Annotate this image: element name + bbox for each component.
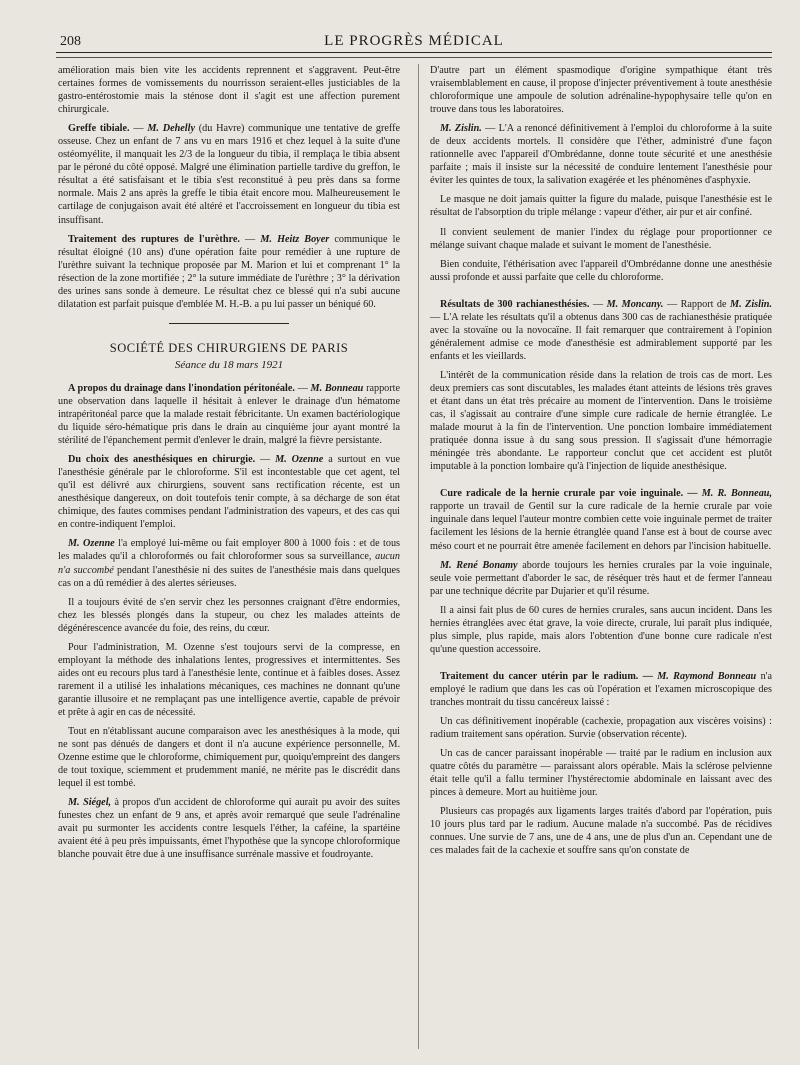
rachi-title: Résultats de 300 rachianesthésies. [440,298,590,310]
hernia-text: rapporte un travail de Gentil sur la cure radicale de la hernie crurale par voie inguinale dans lequel l'auteur montre combien cette voie inguinale permet de traiter facilement les lésions de la hernie étranglée quand l'anse est à bout de course avec méso court et ne pourrait être amenée facilement en dehors par l'incision habituelle. [430,501,772,552]
urethra-author: M. Heitz Boyer [260,233,330,245]
drainage-paragraph: A propos du drainage dans l'inondation péritonéale. — M. Bonneau rapporte une observation dans laquelle il hésitait à enlever le drainage d'un hématome intrapéritonéal parce que la malade restait fébricitante. Un examen bactériologique du liquide séro-hématique pris dans le drain au cinquième jour ayant montré la stérilité de l'épanchement permit d'enlever le drain, malgré la fièvre persistante. [58,382,401,447]
uterine-case1-paragraph: Un cas définitivement inopérable (cachexie, propagation aux viscères voisins) : radium traitement sans opération. Survie (observation récente). [430,716,772,741]
column-divider [418,64,419,1049]
anesthetics-paragraph: Du choix des anesthésiques en chirurgie. — M. Ozenne a surtout en vue l'anesthésie générale par le chloroforme. S'il est incontestable que cet agent, tel qu'il est délivré aux chirurgiens, souvent sans rectification récente, est un anesthésique dangereux, on doit toutefois tenir compte, à sa décharge de son état chimique, des fautes commises pendant l'administration des vapeurs, et des cas qui en contre-indiquent l'emploi. [58,454,401,531]
sympathetic-paragraph: D'autre part un élément spasmodique d'origine sympathique étant très vraisemblablement en cause, il propose d'injecter préventivement à toute anesthésie chloroformique une ampoule de solution adrénaline-hypophysaire telle qu'on en trouve dans tous les laboratoires. [430,65,772,116]
bonamy-paragraph [430,559,772,598]
spacer [430,290,772,298]
rachi-mid: — Rapport de [666,298,727,310]
page-header [56,32,772,53]
section-separator [169,323,289,324]
uterine-title: Traitement du cancer utérin par le radium. [440,670,639,682]
seance-date: Séance du 18 mars 1921 [174,358,284,371]
rachi-rapporteur: M. Zislin. [730,298,772,310]
bonamy-results-paragraph: Il a ainsi fait plus de 60 cures de hernies crurales, sans aucun incident. Dans les hernies étranglées avec état grave, la voie directe, crurale, lui paraît plus indiquée, plus simple, plus rapide, mais alors l'obtention d'une bonne cure radicale n'est qu'une question accessoire. [430,604,772,655]
ozenne-text: l'a employé lui-même ou fait employer 800 à 1000 fois : et de tous les malades qu'il a chloroformés ou fait chloroformer sous sa surveillance, [58,538,401,563]
uterine-case3-paragraph: Plusieurs cas propagés aux ligaments larges traités d'abord par l'opération, puis 10 jours plus tard par le radium. Aucune malade n'a succombé. Pas de récidives connues. Une survie de 7 ans, une de 4 ans, une de plus d'un an. Cependant une de ces malades fait de la cachexie et souffre sans qu'on constate de [430,806,772,857]
uterine-paragraph [430,670,772,709]
zislin-text: — L'A a renoncé définitivement à l'emploi du chloroforme à la suite de deux accidents mortels. Il considère que l'éther, administré d'une façon rationnelle avec l'appareil d'Ombrédanne, donne toute sécurité et une anesthésie parfaite ; mais il insiste sur la nécessité de conduire lentement l'anesthésie pour éviter les quintes de toux, la salivation exagérée et les phénomènes d'asphyxie. [430,123,773,187]
graft-title: Greffe tibiale. [68,123,130,135]
zislin-paragraph [430,122,772,187]
rachi-author: M. Moncany. [606,298,664,310]
zislin-ether-paragraph: Bien conduite, l'éthérisation avec l'appareil d'Ombrédanne donne une anesthésie aussi profonde et aussi parfaite que celle du chloroforme. [430,258,772,283]
drainage-title: A propos du drainage dans l'inondation péritonéale. [68,382,295,394]
graft-author: M. Dehelly [147,123,195,135]
ozenne-rest: pendant l'anesthésie ni des suites de l'anesthésie mais dans quelques cas on a dû remédier à des alertes sérieuses. [58,564,400,589]
ozenne-author: M. Ozenne [68,538,115,550]
hernia-title: Cure radicale de la hernie crurale par voie inguinale. [440,488,684,500]
siegel-paragraph [58,796,400,861]
spacer [430,479,772,487]
intro-paragraph: amélioration mais bien vite les accidents reprennent et s'aggravent. Peut-être certaines formes de vomissements du nourrisson seraient-elles justiciables de la gastro-entérostomie mais la sténose dont il s'agit est une affection purement chirurgicale. [58,65,400,116]
journal-title: LE PROGRÈS MÉDICAL [324,33,504,49]
urethra-title: Traitement des ruptures de l'urèthre. [68,233,240,245]
hernia-paragraph [430,487,772,552]
ozenne-paragraph [58,537,400,589]
zislin-author: M. Zislin. [440,123,482,135]
spacer [430,662,772,670]
right-column [430,64,772,863]
uterine-case2-paragraph: Un cas de cancer paraissant inopérable — traité par le radium en inclusion aux quatre côtés du paramètre — paraissant alors opérable. Mais la sclérose pelvienne était telle qu'il a fallu terminer l'hystérectomie abdominale en laissant avec des pinces à demeure. Mort au huitième jour. [430,748,772,799]
uterine-text: n'a employé le radium que dans les cas où l'opération et l'examen microscopique des tranches montrait du tissu cancéreux laissé : [430,670,773,708]
uterine-author: — M. Raymond Bonneau [642,670,757,682]
siegel-text: à propos d'un accident de chloroforme qui aurait pu avoir des suites funestes chez un enfant de 9 ans, et après avoir remarqué que seule l'adrénaline avait pu surmonter les accidents contre lesquels l'éther, la caféine, la spartéine avaient été à peu près impuissants, émet l'hypothèse que la syncope chloroformique blanche pouvait être due à une insuffisance surrénale massive et foudroyante. [58,797,400,861]
drainage-text: rapporte une observation dans laquelle il hésitait à enlever le drainage d'un hématome intrapéritonéal parce que la malade restait fébricitante. Un examen bactériologique du liquide séro-hématique pris dans le drain au cinquième jour ayant montré la stérilité de l'épanchement permit d'enlever le drain, malgré la fièvre persistante. [58,382,401,447]
society-heading: SOCIÉTÉ DES CHIRURGIENS DE PARIS [109,340,349,355]
bonamy-author: M. René Bonamy [440,559,518,571]
graft-paragraph: Greffe tibiale. — M. Dehelly (du Havre) communique une tentative de greffe osseuse. Chez un enfant de 7 ans vu en mars 1916 et chez lequel à la suite d'une ostéomyélite, il manquait les 2/3 de la longueur du tibia, il remplaça le tibia absent par le péroné du côté opposé. Malgré une élimination partielle tardive du greffon, le résultat a été satisfaisant et le tibia s'est reconstitué à peu près dans sa forme normale. Mais 2 ans après la greffe le tibia était encore mou. Malheureusement le cartilage de conjugaison avait été altéré et l'accroissement en longueur du tibia est insuffisant. [58,123,401,226]
rachi-cases-paragraph: L'intérêt de la communication réside dans la relation de trois cas de mort. Les deux premiers cas sont discutables, les malades étant atteints de lésions très graves et étant dans un état très précaire au moment de l'intervention. Dans le troisième cas, il s'agissait au contraire d'une simple cure radicale de hernie étranglée. Le malade mourut à la fin de l'intervention. Une ponction lombaire immédiatement pratiquée donna issue à du sang sous pression. Il s'agissait d'une hémorragie méningée très abondante. Le rapporteur conclut que cet accident est plutôt imputable à la ponction lombaire qu'à l'injection de liquide anesthésique. [430,369,772,473]
drainage-author: M. Bonneau [310,382,364,394]
urethra-paragraph: Traitement des ruptures de l'urèthre. — M. Heitz Boyer communique le résultat éloigné (10 ans) d'une opération faite pour remédier à une rupture de l'urèthre suivant la technique proposée par M. Marion et lui et comprenant 1° la résection de la zone mortifiée ; 2° la suture immédiate de l'urèthre ; 3° la dérivation des urines sans sonde à demeure. Le résultat chez ce blessé qui n'a subi aucune dilatation est parfait puisque d'emblée M. H.-B. a pu lui passer un béniqué 60. [58,233,401,310]
ozenne-avoid-paragraph: Il a toujours évité de s'en servir chez les personnes craignant d'être endormies, chez les blessés plongés dans la stupeur, ou chez les malades atteints de dégénérescence avancée du foie, des reins, du cœur. [58,596,400,634]
header-rule [56,57,772,58]
left-column [58,64,400,868]
zislin-index-paragraph: Il convient seulement de manier l'index du réglage pour proportionner ce mélange suivant chaque malade et suivant le moment de l'anesthésie. [430,226,772,251]
anesthetics-title: Du choix des anesthésiques en chirurgie. [68,454,256,466]
graft-text: (du Havre) communique une tentative de greffe osseuse. Chez un enfant de 7 ans vu en mars 1916 et chez lequel à la suite d'une ostéomyélite, il manquait les 2/3 de la longueur du tibia, il remplaça le tibia absent par le péroné du côté opposé. Malgré une élimination partielle tardive du greffon, le résultat a été satisfaisant et le tibia s'est reconstitué à peu près dans sa forme normale. Mais 2 ans après la greffe le tibia était encore mou. Malheureusement le cartilage de conjugaison avait été altéré et l'accroissement en longueur du tibia est insuffisant. [58,123,401,226]
zislin-mask-paragraph: Le masque ne doit jamais quitter la figure du malade, puisque l'anesthésie est le résultat de l'absorption du triple mélange : vapeur d'éther, air pur et air confiné. [430,194,772,219]
rachi-paragraph: Résultats de 300 rachianesthésies. — M. Moncany. — Rapport de M. Zislin. — L'A relate les résultats qu'il a obtenus dans 300 cas de rachianesthésie pratiquée avec la stovaïne ou la novocaïne. Il fait remarquer que contrairement à l'opinion généralement admise ce mode d'anesthésie est admirablement supporté par les enfants et les vieillards. [430,298,772,362]
ozenne-conclusion-paragraph: Tout en n'établissant aucune comparaison avec les anesthésiques à la mode, qui ne sont pas dénués de dangers et dont il n'a aucune expérience personnelle, M. Ozenne estime que le chloroforme, chimiquement pur, quoiqu'empreint des dangers de tout toxique, sciemment et prudemment manié, ne mérite pas le discrédit dans lequel il est tombé. [58,726,400,790]
hernia-author: — M. R. Bonneau, [687,488,773,500]
rachi-text: — L'A relate les résultats qu'il a obtenus dans 300 cas de rachianesthésie pratiquée avec la stovaïne ou la novocaïne. Il fait remarquer que contrairement à l'opinion généralement admise ce mode d'anesthésie est admirablement supporté par les enfants et les vieillards. [430,311,772,362]
page-number: 208 [60,34,81,49]
anesthetics-author: M. Ozenne [275,454,324,466]
ozenne-administration-paragraph: Pour l'administration, M. Ozenne s'est toujours servi de la compresse, en employant la méthode des inhalations lentes, progressives et intermittentes. Ses aides ont eu recours plus tard à l'anesthésie lente, continue et à faibles doses. Assez rarement il a utilisé les inhalations mécaniques, ces machines ne donnant qu'une garantie illusoire et ne remplaçant pas une intelligence avertie, capable de prévoir et prête à agir en cas de nécessité. [58,641,400,718]
anesthetics-text: a surtout en vue l'anesthésie générale par le chloroforme. S'il est incontestable que cet agent, tel qu'il est délivré aux chirurgiens, souvent sans rectification récente, est un anesthésique dangereux, on doit toutefois tenir compte, à sa décharge de son état chimique, des fautes commises pendant l'administration des vapeurs, et des cas qui en contre-indiquent l'emploi. [58,454,401,531]
urethra-text: communique le résultat éloigné (10 ans) d'une opération faite pour remédier à une rupture de l'urèthre suivant la technique proposée par M. Marion et lui et comprenant 1° la résection de la zone mortifiée ; 2° la suture immédiate de l'urèthre ; 3° la dérivation des urines sans sonde à demeure. Le résultat chez ce blessé qui n'a subi aucune dilatation est parfait puisque d'emblée M. H.-B. a pu lui passer un béniqué 60. [58,233,401,310]
siegel-author: M. Siégel, [68,797,112,809]
bonamy-text: aborde toujours les hernies crurales par la voie inguinale, seule voie permettant d'aborder le sac, de réséquer très haut et de fermer l'anneau par une technique décrite par Dujarier et qu'il résume. [430,559,772,597]
ozenne-emphasis: aucun n'a succombé [58,551,400,576]
